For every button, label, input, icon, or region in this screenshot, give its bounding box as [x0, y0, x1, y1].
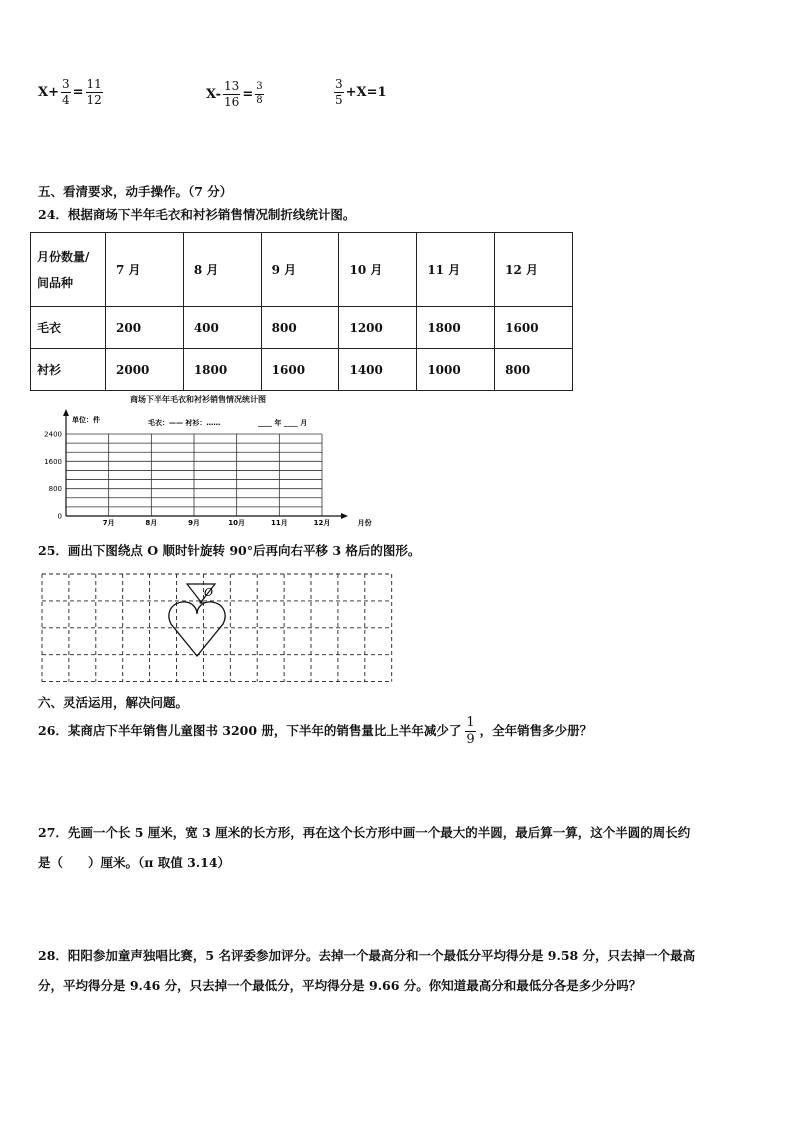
y-tick-label: 1600 [44, 457, 62, 466]
fraction: $\frac{3}{8}$ [256, 81, 263, 106]
header-month: 10 月 [339, 233, 417, 307]
blank-line-chart [30, 404, 372, 530]
header-month: 12 月 [495, 233, 573, 307]
point-o [199, 600, 202, 603]
table-header-row [31, 233, 573, 307]
chart-date: ____ 年 ____ 月 [258, 419, 308, 427]
section-5-title: 五、看清要求，动手操作。（7 分） [38, 184, 233, 199]
question-28: 28．阳阳参加童声独唱比赛，5 名评委参加评分。去掉一个最高分和一个最低分平均得分是 9.58 分，只去掉一个最高 分，平均得分是 9.46 分，只去掉一个最低分，平均得分是 9.66 分。你知道最高分和最低分各是多少分吗？ [38, 948, 696, 993]
x-tick-label: 7月 [102, 519, 115, 527]
x-tick-label: 月份 [357, 519, 372, 527]
fraction: $\frac{1}{9}$ [466, 715, 475, 747]
y-tick-label: 2400 [44, 430, 62, 439]
x-tick-label: 11月 [270, 519, 288, 527]
point-o-label: O [204, 586, 214, 599]
header-month: 9 月 [261, 233, 339, 307]
equation-2: X- $\frac{13}{16}$ = $\frac{3}{8}$ [206, 79, 263, 109]
y-tick-labels [44, 431, 62, 521]
x-axis-arrow [341, 513, 348, 519]
question-24: 24．根据商场下半年毛衣和衬衫销售情况制折线统计图。 [38, 207, 356, 222]
section-6-title: 六、灵活运用，解决问题。 [38, 695, 189, 710]
table-row: 毛衣 200 400 800 1200 1800 1600 [31, 307, 573, 349]
dashed-grid [42, 574, 392, 682]
header-month: 7 月 [106, 233, 184, 307]
x-tick-labels [103, 518, 372, 527]
table-row: 衬衫 2000 1800 1600 1400 1000 800 [31, 349, 573, 391]
fraction: $\frac{3}{4}$ [61, 77, 70, 107]
fraction: $\frac{13}{16}$ [224, 79, 240, 109]
chart-unit: 单位：件 [72, 416, 100, 424]
header-month: 11 月 [417, 233, 495, 307]
chart-grid [66, 434, 322, 516]
chart-title: 商场下半年毛衣和衬衫销售情况统计图 [130, 395, 266, 404]
fraction: $\frac{11}{12}$ [86, 77, 102, 107]
x-tick-label: 9月 [188, 519, 200, 527]
question-25: 25．画出下图绕点 O 顺时针旋转 90°后再向右平移 3 格后的图形。 [38, 543, 421, 558]
question-27: 27．先画一个长 5 厘米，宽 3 厘米的长方形，再在这个长方形中画一个最大的半圆，最后算一算，这个半圆的周长约 是（ ）厘米。（π 取值 3.14） [38, 825, 691, 870]
equation-1: X+ $\frac{3}{4}$ = $\frac{11}{12}$ [38, 77, 102, 107]
heart-shape [169, 602, 225, 656]
sales-table [30, 232, 573, 391]
header-month: 8 月 [183, 233, 261, 307]
header-corner: 月份数量/ 间品种 [31, 233, 106, 307]
equation-3: $\frac{3}{5}$ +X=1 [335, 77, 387, 107]
fraction: $\frac{3}{5}$ [335, 77, 343, 107]
dashed-grid-figure [40, 572, 404, 684]
question-26: 26．某商店下半年销售儿童图书 3200 册，下半年的销售量比上半年减少了 $\frac{1}{9}$ ，全年销售多少册？ [38, 715, 593, 747]
y-tick-label: 0 [57, 512, 62, 521]
chart-legend: 毛衣：—— 衬衫：…… [148, 419, 221, 427]
y-tick-label: 800 [48, 485, 62, 494]
x-tick-label: 8月 [145, 519, 158, 527]
y-axis-arrow [63, 409, 69, 416]
x-tick-label: 12月 [313, 519, 331, 527]
x-tick-label: 10月 [228, 519, 246, 527]
